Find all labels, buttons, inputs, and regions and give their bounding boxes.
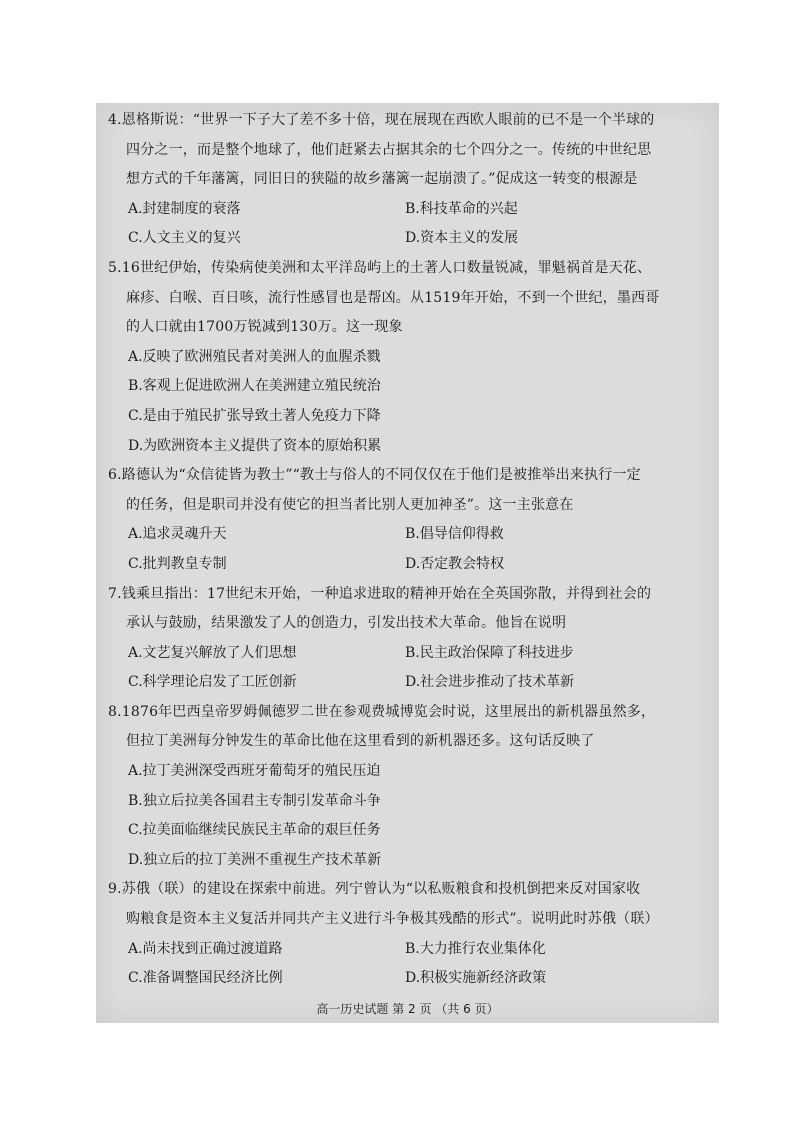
question-stem-line: 4.恩格斯说：“世界一下子大了差不多十倍，现在展现在西欧人眼前的已不是一个半球的 [108,112,655,128]
option-d: D.独立后的拉丁美洲不重视生产技术革新 [128,851,382,868]
option-c: C.拉美面临继续民族民主革命的艰巨任务 [128,822,381,839]
option-c: C.批判教皇专制 [128,555,227,572]
question-stem-line: 想方式的千年藩篱，同旧日的狭隘的故乡藩篱一起崩溃了。”促成这一转变的根源是 [126,171,638,188]
question-stem-line: 6.路德认为“众信徒皆为教士”“教士与俗人的不同仅仅在于他们是被推举出来执行一定 [108,467,641,484]
option-a: A.追求灵魂升天 [128,526,227,543]
option-c: C.准备调整国民经济比例 [128,970,283,987]
option-d: D.否定教会特权 [405,555,505,572]
option-a: A.反映了欧洲殖民者对美洲人的血腥杀戮 [128,348,381,365]
question-7 [108,580,698,698]
option-a: A.拉丁美洲深受西班牙葡萄牙的殖民压迫 [128,763,381,780]
options-row [108,668,698,698]
question-stem-line: 8.1876年巴西皇帝罗姆佩德罗二世在参观费城博览会时说，这里展出的新机器虽然多， [108,703,656,720]
question-4 [108,106,698,254]
options-row [108,639,698,669]
exam-content [108,106,698,994]
option-a: A.封建制度的衰落 [128,200,241,217]
option-b: B.倡导信仰得救 [405,526,504,543]
question-stem-line: 麻疹、白喉、百日咳，流行性感冒也是帮凶。从1519年开始，不到一个世纪，墨西哥 [126,289,660,306]
question-stem-line: 9.苏俄（联）的建设在探索中前进。列宁曾认为“以私贩粮食和投机倒把来反对国家收 [108,881,641,898]
question-stem-line: 的任务，但是职司并没有使它的担当者比别人更加神圣”。这一主张意在 [126,496,574,513]
options-row [108,550,698,580]
question-stem-line: 承认与鼓励，结果激发了人的创造力，引发出技术大革命。他旨在说明 [126,615,567,632]
question-9 [108,875,698,993]
option-a: A.文艺复兴解放了人们思想 [128,644,297,661]
options-row [108,935,698,965]
option-c: C.是由于殖民扩张导致土著人免疫力下降 [128,407,381,424]
question-8 [108,698,698,876]
option-b: B.大力推行农业集体化 [405,940,546,957]
options-row [108,520,698,550]
question-stem-line: 四分之一，而是整个地球了，他们赶紧去占据其余的七个四分之一。传统的中世纪思 [126,141,652,158]
option-b: B.民主政治保障了科技进步 [405,644,574,661]
option-d: D.资本主义的发展 [405,230,519,247]
question-stem-line: 的人口就由1700万锐减到130万。这一现象 [126,319,403,336]
option-d: D.积极实施新经济政策 [405,970,547,987]
option-b: B.科技革命的兴起 [405,200,518,217]
question-stem-line: 7.钱乘旦指出：17世纪末开始，一种追求进取的精神开始在全英国弥散，并得到社会的 [108,585,652,602]
option-b: B.独立后拉美各国君主专制引发革命斗争 [128,792,381,809]
options-row [108,224,698,254]
options-row [108,964,698,994]
question-stem-line: 但拉丁美洲每分钟发生的革命比他在这里看到的新机器还多。这句话反映了 [126,733,595,750]
option-c: C.科学理论启发了工匠创新 [128,674,297,691]
option-d: D.为欧洲资本主义提供了资本的原始积累 [128,437,382,454]
option-d: D.社会进步推动了技术革新 [405,674,575,691]
options-row [108,195,698,225]
question-stem-line: 5.16世纪伊始，传染病使美洲和太平洋岛屿上的土著人口数量锐减，罪魁祸首是天花、 [108,259,652,276]
question-5 [108,254,698,461]
page-footer: 高一历史试题 第 2 页 （共 6 页） [316,1002,499,1016]
question-6 [108,461,698,579]
option-b: B.客观上促进欧洲人在美洲建立殖民统治 [128,378,381,395]
option-c: C.人文主义的复兴 [128,230,241,247]
question-stem-line: 购粮食是资本主义复活并同共产主义进行斗争极其残酷的形式”。说明此时苏俄（联） [126,911,659,928]
option-a: A.尚未找到正确过渡道路 [128,940,283,957]
